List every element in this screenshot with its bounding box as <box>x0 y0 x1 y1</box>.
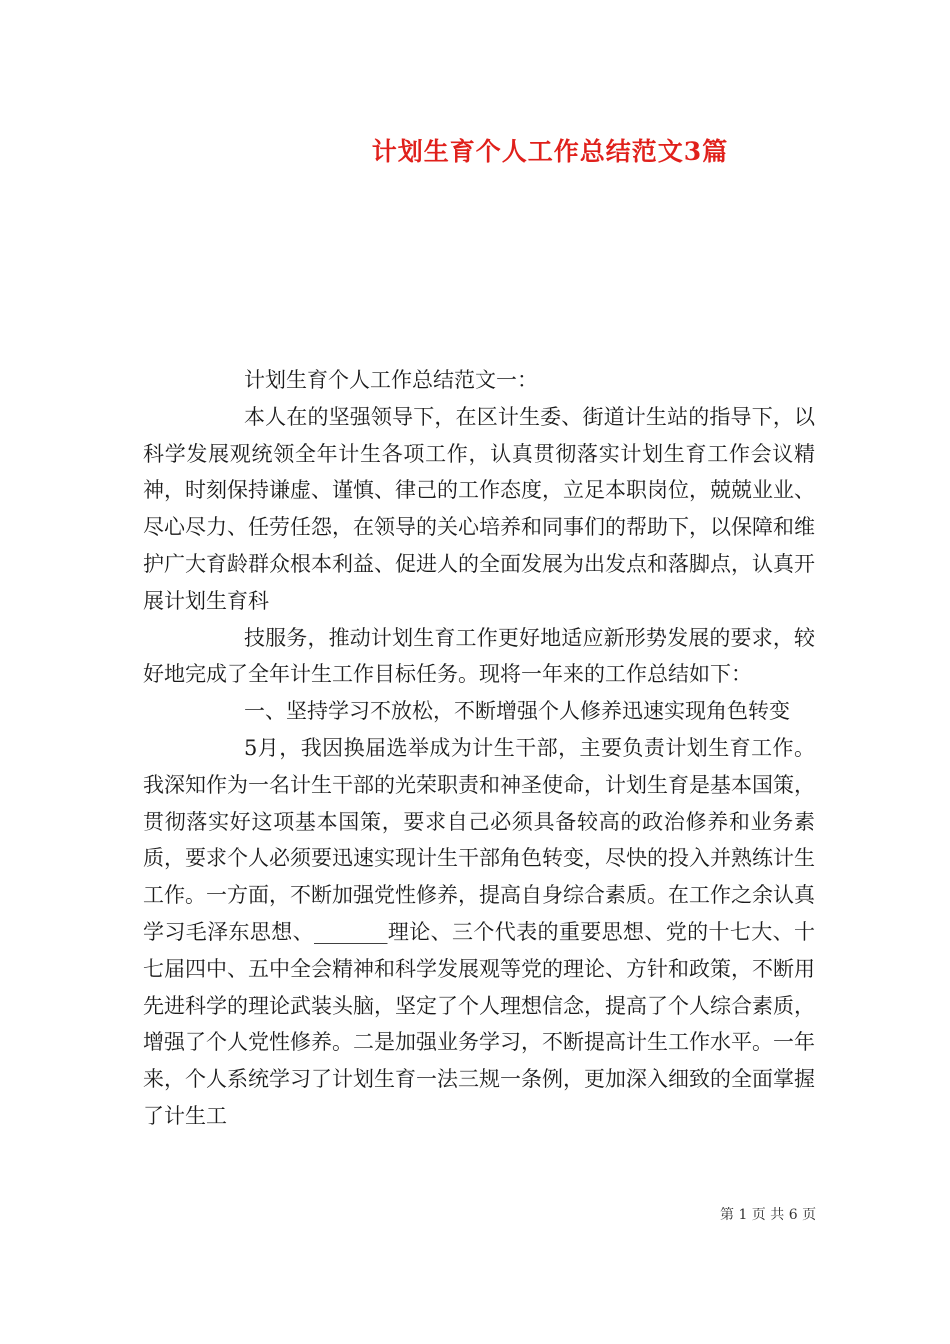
section-heading: 计划生育个人工作总结范文一： <box>244 368 538 392</box>
document-title: 计划生育个人工作总结范文3篇 <box>371 137 729 166</box>
body-paragraph: 技服务，推动计划生育工作更好地适应新形势发展的要求，较好地完成了全年计生工作目标任务。现将一年来的工作总结如下： <box>143 625 815 687</box>
page-number: 第 1 页 共 6 页 <box>720 1207 817 1223</box>
body-paragraph: 本人在的坚强领导下，在区计生委、街道计生站的指导下，以科学发展观统领全年计生各项工作，认真贯彻落实计划生育工作会议精神，时刻保持谦虚、谨慎、律己的工作态度，立足本职岗位，兢兢业业、尽心尽力、任劳任怨，在领导的关心培养和同事们的帮助下，以保障和维护广大育龄群众根本利益、促进人的全面发展为出发点和落脚点，认真开展计划生育科 <box>143 404 815 613</box>
section-subheading: 一、坚持学习不放松，不断增强个人修养迅速实现角色转变 <box>244 699 790 724</box>
document-body <box>143 362 815 1135</box>
body-paragraph: 5月，我因换届选举成为计生干部，主要负责计划生育工作。我深知作为一名计生干部的光荣职责和神圣使命，计划生育是基本国策，贯彻落实好这项基本国策，要求自己必须具备较高的政治修养和业务素质，要求个人必须要迅速实现计生干部角色转变，尽快的投入并熟练计生工作。一方面，不断加强党性修养，提高自身综合素质。在工作之余认真学习毛泽东思想、_______理论、三个代表的重要思想、党的十七大、十七届四中、五中全会精神和科学发展观等党的理论、方针和政策，不断用先进科学的理论武装头脑，坚定了个人理想信念，提高了个人综合素质，增强了个人党性修养。二是加强业务学习，不断提高计生工作水平。一年来，个人系统学习了计划生育一法三规一条例，更加深入细致的全面掌握了计生工 <box>143 735 815 1128</box>
